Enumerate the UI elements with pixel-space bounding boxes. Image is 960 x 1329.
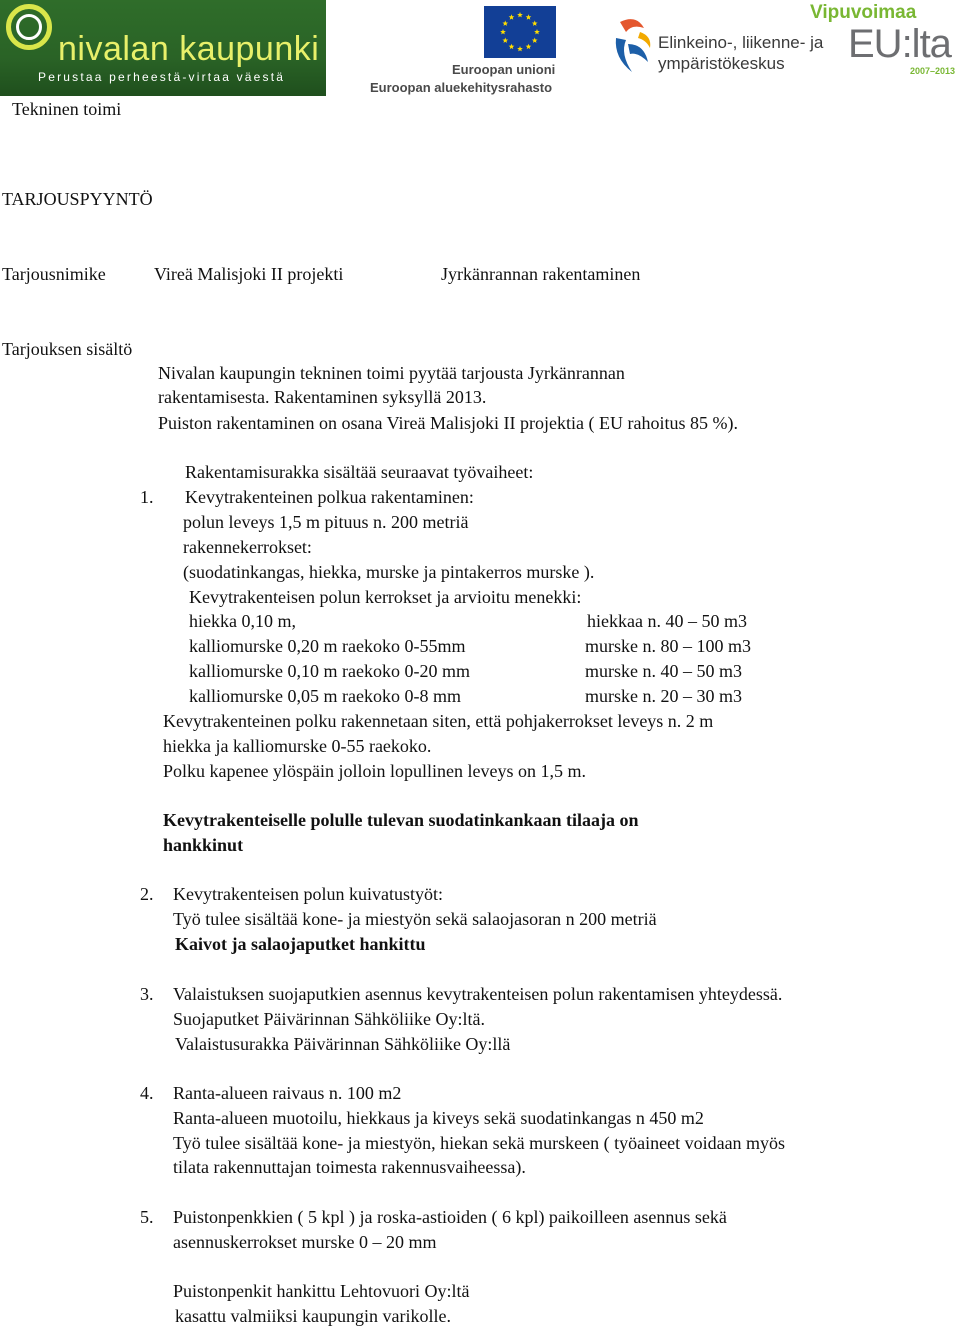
vipuvoimaa-logo-line1: Vipuvoimaa — [810, 2, 917, 23]
vipuvoimaa-logo-line2: EU:lta — [848, 22, 951, 66]
offer-name-label: Tarjousnimike — [2, 264, 106, 284]
item-number: 2. — [140, 884, 154, 904]
item-note: Kevytrakenteinen polku rakennetaan siten, että pohjakerrokset leveys n. 2 m — [163, 711, 714, 731]
eu-logo — [368, 4, 558, 98]
ely-logo-text — [658, 32, 823, 74]
document-title: TARJOUSPYYNTÖ — [2, 189, 153, 209]
item-line: tilata rakennuttajan toimesta rakennusvaiheessa). — [173, 1157, 526, 1177]
item-line: asennuskerrokset murske 0 – 20 mm — [173, 1232, 437, 1252]
item-title: Valaistuksen suojaputkien asennus kevytrakenteisen polun rakentamisen yhteydessä. — [173, 984, 783, 1004]
item-title: Puistonpenkkien ( 5 kpl ) ja roska-astioiden ( 6 kpl) paikoilleen asennus sekä — [173, 1207, 727, 1227]
phases-heading: Rakentamisurakka sisältää seuraavat työvaiheet: — [185, 462, 534, 482]
layer-material: kalliomurske 0,05 m raekoko 0-8 mm — [189, 686, 461, 706]
layer-amount: hiekkaa n. 40 – 50 m3 — [587, 611, 747, 631]
nivala-logo — [0, 0, 326, 96]
intro-line: rakentamisesta. Rakentaminen syksyllä 2013. — [158, 387, 487, 407]
item-number: 1. — [140, 487, 154, 507]
layer-material: kalliomurske 0,10 m raekoko 0-20 mm — [189, 661, 470, 681]
layer-amount: murske n. 80 – 100 m3 — [585, 636, 751, 656]
ely-emblem-icon — [610, 14, 656, 80]
intro-line: Puiston rakentaminen on osana Vireä Malisjoki II projektia ( EU rahoitus 85 %). — [158, 413, 738, 433]
offer-name-project: Vireä Malisjoki II projekti — [154, 264, 344, 284]
bold-note: Kevytrakenteiselle polulle tulevan suodatinkankaan tilaaja on — [163, 810, 639, 830]
offer-name-work: Jyrkänrannan rakentaminen — [441, 264, 641, 284]
layer-amount: murske n. 40 – 50 m3 — [585, 661, 742, 681]
bold-line: Kaivot ja salaojaputket hankittu — [175, 934, 426, 954]
item-line: Suojaputket Päivärinnan Sähköliike Oy:ltä. — [173, 1009, 485, 1029]
department-name: Tekninen toimi — [12, 99, 122, 119]
nivala-logo-name: nivalan kaupunki — [58, 30, 320, 68]
item-line: Valaistusurakka Päivärinnan Sähköliike Oy:llä — [175, 1034, 511, 1054]
intro-line: Nivalan kaupungin tekninen toimi pyytää tarjousta Jyrkänrannan — [158, 363, 625, 383]
item-number: 3. — [140, 984, 154, 1004]
item-line: polun leveys 1,5 m pituus n. 200 metriä — [183, 512, 469, 532]
item-line: Työ tulee sisältää kone- ja miestyön sekä salaojasoran n 200 metriä — [173, 909, 657, 929]
item-title: Kevytrakenteinen polkua rakentaminen: — [185, 487, 474, 507]
ely-logo-line1: Elinkeino-, liikenne- ja — [658, 33, 824, 52]
item-title: Ranta-alueen raivaus n. 100 m2 — [173, 1083, 402, 1103]
item-note: Polku kapenee ylöspäin jolloin lopullinen leveys on 1,5 m. — [163, 761, 586, 781]
item-title: Kevytrakenteisen polun kuivatustyöt: — [173, 884, 443, 904]
eu-logo-line1: Euroopan unioni — [452, 62, 556, 77]
ely-logo — [610, 14, 824, 84]
item-extra: Puistonpenkit hankittu Lehtovuori Oy:ltä — [173, 1281, 470, 1301]
layer-amount: murske n. 20 – 30 m3 — [585, 686, 742, 706]
nivala-emblem-inner-icon — [16, 14, 42, 40]
vipuvoimaa-logo — [806, 0, 960, 80]
item-line: Ranta-alueen muotoilu, hiekkaus ja kiveys sekä suodatinkangas n 450 m2 — [173, 1108, 704, 1128]
item-line: (suodatinkangas, hiekka, murske ja pintakerros murske ). — [183, 562, 595, 582]
bold-note: hankkinut — [163, 835, 244, 855]
vipuvoimaa-logo-line3: 2007–2013 — [910, 66, 956, 76]
item-number: 5. — [140, 1207, 154, 1227]
nivala-logo-slogan: Perustaa perheestä-virtaa väestä — [38, 70, 286, 84]
eu-logo-line2: Euroopan aluekehitysrahasto — [370, 80, 553, 95]
item-line: rakennekerrokset: — [183, 537, 312, 557]
layers-heading: Kevytrakenteisen polun kerrokset ja arvioitu menekki: — [189, 587, 582, 607]
item-number: 4. — [140, 1083, 154, 1103]
eu-flag-icon — [484, 6, 556, 58]
item-note: hiekka ja kalliomurske 0-55 raekoko. — [163, 736, 432, 756]
layer-material: kalliomurske 0,20 m raekoko 0-55mm — [189, 636, 466, 656]
ely-logo-line2: ympäristökeskus — [658, 54, 785, 73]
layer-material: hiekka 0,10 m, — [189, 611, 296, 631]
offer-content-label: Tarjouksen sisältö — [2, 339, 133, 359]
item-extra: kasattu valmiiksi kaupungin varikolle. — [175, 1306, 451, 1326]
item-line: Työ tulee sisältää kone- ja miestyön, hiekan sekä murskeen ( työaineet voidaan myös — [173, 1133, 786, 1153]
